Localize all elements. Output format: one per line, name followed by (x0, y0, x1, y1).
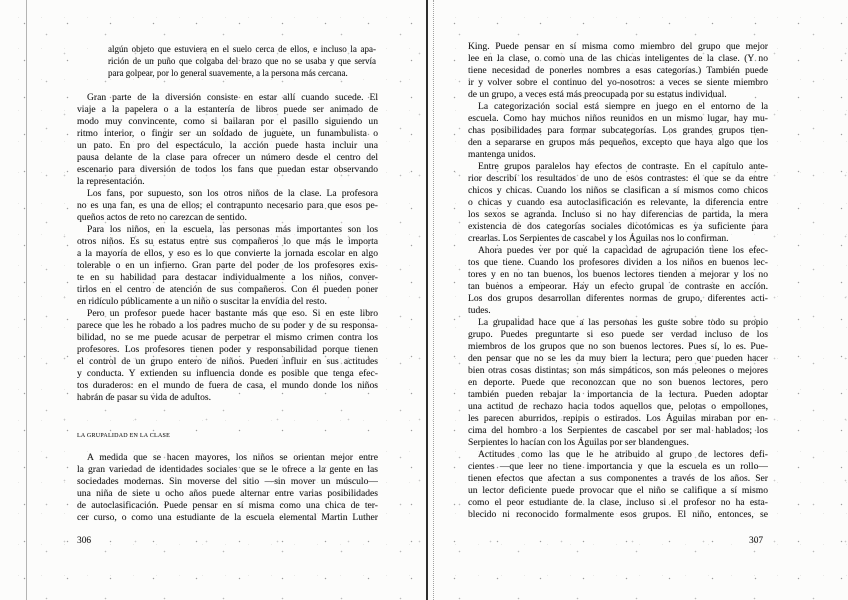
text-line: la representación. (77, 176, 145, 187)
text-line: La grupalidad hace que a las personas les guste sobre todo su propio (478, 317, 768, 328)
text-line: otros niños. Es su estatus entre sus compañeros lo que más le importa (77, 236, 378, 247)
text-line: o chicas y cuando esa autoclasificación es relevante, la diferencia entre (468, 197, 768, 208)
right-page-body (468, 41, 768, 521)
text-line: escenario para diversión de todos los fans que puedan estar observando (77, 164, 378, 175)
text-line: no es una fan, es una de ellos; el contrapunto necesario para que esos pe- (77, 200, 378, 211)
text-line: cientes —que leer no tiene importancia y que la escuela es un rollo— (468, 461, 768, 472)
page-number: 306 (77, 536, 92, 546)
text-line: en deporte. Puede que reconozcan que no son buenos lectores, pero (468, 377, 768, 388)
paragraph (77, 452, 378, 524)
text-line: den pensar que no se les da muy bien la lectura, pero que pueden hacer (468, 353, 768, 364)
text-line: ritmo interior, o fingir ser un soldado de juguete, un funambulista o (77, 128, 378, 139)
paragraph (468, 449, 768, 521)
text-line: como el peor estudiante de la clase, incluso si el profesor no ha esta- (468, 497, 768, 508)
text-line: sociedades modernas. Sin moverse del sitio —sin mover un músculo— (77, 476, 378, 487)
text-line: el control de un grupo entero de niños. Pueden influir en sus actitudes (77, 356, 378, 367)
text-line: viaje a la papelera o a la estantería de libros puede ser animado de (77, 104, 378, 115)
text-line: Entre grupos paralelos hay efectos de contraste. En el capítulo ante- (478, 161, 768, 172)
text-line: Ahora puedes ver por qué la capacidad de agrupación tiene los efec- (478, 245, 768, 256)
section-heading: LA GRUPALIDAD EN LA CLASE (77, 433, 171, 439)
text-line: los sexos se agranda. Incluso si no hay diferencias de partida, la mera (468, 209, 768, 220)
text-line: A medida que se hacen mayores, los niños se orientan mejor entre (87, 452, 378, 463)
text-line: rición de un puño que colgaba del brazo que no se usaba y que servía (108, 56, 376, 66)
text-line: rior describí los resultados de uno de esos contrastes: el que se da entre (468, 173, 768, 184)
paragraph (468, 245, 768, 317)
text-line: miembros de los grupos que no son buenos lectores. Pues sí, lo es. Pue- (468, 341, 768, 352)
text-line: les parecen aburridos, repipis o estirados. Los Águilas miraban por en- (468, 413, 768, 424)
text-line: den a separarse en grupos más pequeños, excepto que haya algo que los (468, 137, 768, 148)
text-line: también pueden rebajar la importancia de la lectura. Pueden adoptar (468, 389, 768, 400)
text-line: y conducta. Y extienden su influencia donde es posible que tenga efec- (77, 368, 378, 379)
text-line: King. Puede pensar en sí misma como miembro del grupo que mejor (468, 41, 768, 52)
text-line: modo muy convincente, como si bailaran por el pasillo siguiendo un (77, 116, 378, 127)
text-line: habrán de pasar su vida de adultos. (77, 392, 212, 403)
paragraph (468, 317, 768, 449)
text-line: Para los niños, en la escuela, las personas más importantes son los (87, 224, 378, 235)
text-line: tienen efectos que afectan a sus componentes a través de los años. Ser (468, 473, 768, 484)
text-line: algún objeto que estuviera en el suelo cerca de ellos, e incluso la apa- (108, 44, 376, 54)
text-line: cer curso, o como una estudiante de la escuela elemental Martin Luther (77, 512, 378, 523)
text-line: Los fans, por supuesto, son los otros niños de la clase. La profesora (87, 188, 378, 199)
text-line: blecido ni reconocido formalmente esos grupos. El niño, entonces, se (468, 509, 768, 520)
text-line: una actitud de rechazo hacia todos aquellos que, pelotas o empollones, (468, 401, 768, 412)
text-line: tolerable o en un infierno. Gran parte del poder de los profesores exis- (77, 260, 378, 271)
text-line: mantenga unidos. (468, 149, 536, 160)
page-number: 307 (749, 536, 764, 546)
paragraph (108, 43, 376, 79)
text-line: grupo. Puedes preguntarte si eso puede ser verdad incluso de los (468, 329, 768, 340)
text-line: tudes. (468, 305, 491, 316)
paragraph (468, 41, 768, 101)
text-line: Pero un profesor puede hacer bastante más que eso. Si en este libro (87, 308, 378, 319)
paragraph (468, 101, 768, 161)
text-line: en ridículo públicamente a un niño o suscitar la envidia del resto. (77, 296, 327, 307)
paragraph (77, 224, 378, 308)
text-line: pausa delante de la clase para ofrecer un número desde el centro del (77, 152, 378, 163)
text-line: a la mayoría de ellos, y eso es lo que convierte la jornada escolar en algo (77, 248, 378, 259)
text-line: bien otras cosas distintas; son más simpáticos, son más peleones o mejores (468, 365, 768, 376)
text-line: profesores. Los profesores tienen poder y responsabilidad porque tienen (77, 344, 378, 355)
text-line: un pato. En pro del espectáculo, la acción puede hasta incluir una (77, 140, 378, 151)
text-line: Actitudes como las que le he atribuido al grupo de lectores defi- (478, 449, 768, 460)
text-line: te en su habilidad para destacar individualmente a los niños, conver- (77, 272, 378, 283)
text-line: de un grupo, a veces está más preocupada por su estatus individual. (468, 89, 727, 100)
text-line: para golpear, por lo general suavemente, a la persona más cercana. (108, 68, 348, 78)
text-line: cima del hombro a los Serpientes de cascabel por ser mal hablados; los (468, 425, 768, 436)
text-line: ir y volver sobre el continuo del yo-nosotros: a veces se siente miembro (468, 77, 768, 88)
text-line: Gran parte de la diversión consiste en estar allí cuando sucede. El (87, 92, 378, 103)
text-line: existencia de dos categorías sociales dicotómicas es ya suficiente para (468, 221, 768, 232)
left-page-body (77, 92, 378, 404)
text-line: escuela. Como hay muchos niños reunidos en un mismo lugar, hay mu- (468, 113, 768, 124)
paragraph (77, 188, 378, 224)
text-line: parece que les he robado a los padres mucho de su poder y de su responsa- (77, 320, 378, 331)
text-line: la gran variedad de identidades sociales que se le ofrece a la gente en las (77, 464, 378, 475)
text-line: Los dos grupos desarrollan diferentes normas de grupo, diferentes acti- (468, 293, 768, 304)
text-line: Serpientes lo hacían con los Águilas por ser blandengues. (468, 437, 689, 448)
text-line: una niña de siete u ocho años puede alternar entre varias posibilidades (77, 488, 378, 499)
text-line: tiene necesidad de ponerles nombres a esas categorías.) También puede (468, 65, 768, 76)
text-line: La categorización social está siempre en juego en el entorno de la (478, 101, 768, 112)
paragraph (77, 92, 378, 188)
text-line: tan buenos a empeorar. Hay un efecto grupal de contraste en acción. (468, 281, 768, 292)
paragraph (468, 161, 768, 245)
paragraph (77, 308, 378, 404)
text-line: lee en la clase, o como una de las chicas inteligentes de la clase. (Y no (468, 53, 768, 64)
text-line: tirlos en el centro de atención de sus compañeros. Con él pueden poner (77, 284, 378, 295)
text-line: tos que tiene. Cuando los profesores dividen a los niños en buenos lec- (468, 257, 768, 268)
text-line: crearlas. Los Serpientes de cascabel y los Águilas nos lo confirman. (468, 233, 729, 244)
text-line: tores y en no tan buenos, los buenos lectores tienden a mejorar y los no (468, 269, 768, 280)
text-line: chas posibilidades para formar subcategorías. Los grandes grupos tien- (468, 125, 768, 136)
text-line: un lector deficiente puede provocar que el niño se califique a sí mismo (468, 485, 768, 496)
text-line: bilidad, no se me puede acusar de perpetrar el mismo crimen contra los (77, 332, 378, 343)
text-line: chicos y chicas. Cuando los niños se clasifican a sí mismos como chicos (468, 185, 768, 196)
text-line: de autoclasificación. Puede pensar en sí misma como una chica de ter- (77, 500, 378, 511)
block-quote (108, 43, 376, 79)
text-line: queños actos de reto no carezcan de sentido. (77, 212, 247, 223)
section-body (77, 452, 378, 524)
text-line: tos duraderos: en el mundo de fuera de casa, el mundo donde los niños (77, 380, 378, 391)
